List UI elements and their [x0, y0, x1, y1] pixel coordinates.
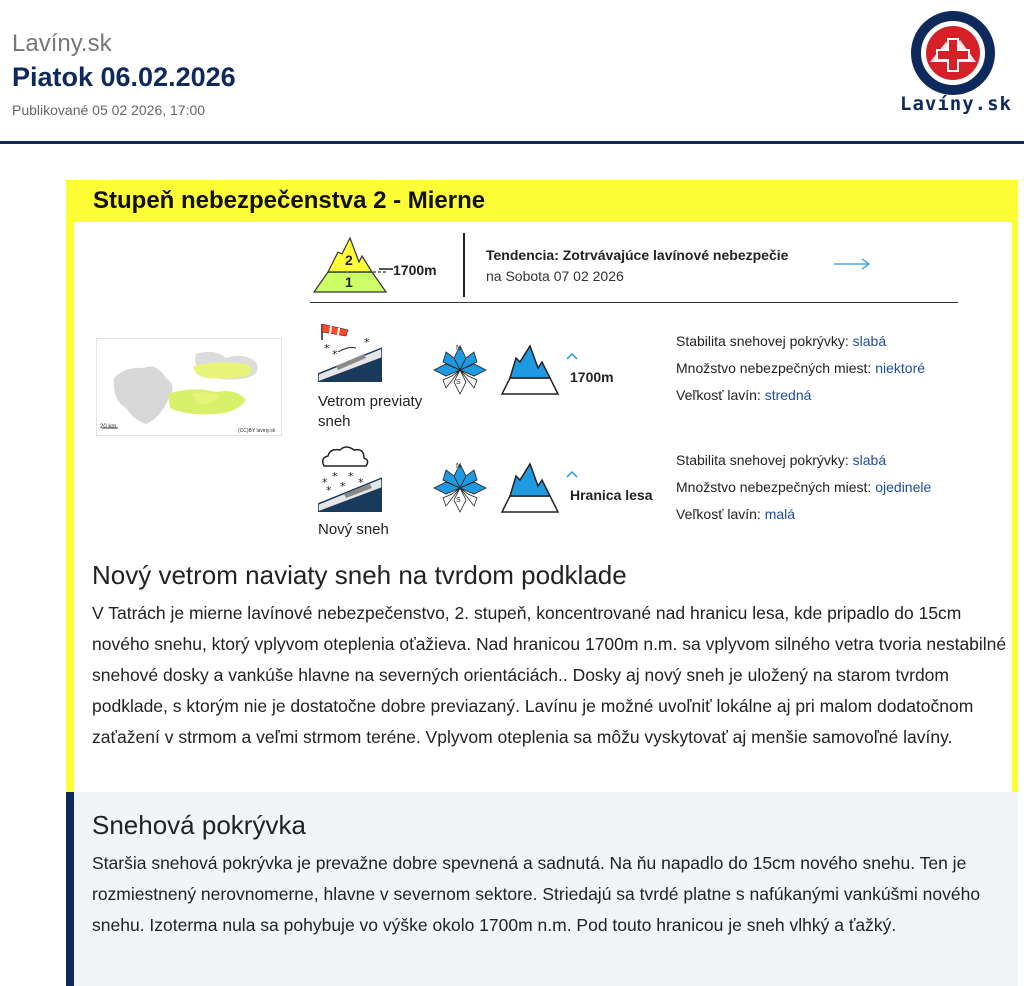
danger-right-bar [1012, 222, 1018, 792]
frequency-row [676, 479, 931, 495]
elevation-line-icon [379, 264, 393, 274]
svg-text:*: * [340, 480, 346, 493]
separator [310, 302, 958, 303]
snowpack-heading: Snehová pokrývka [92, 810, 306, 840]
svg-text:*: * [332, 348, 338, 361]
stability-value[interactable]: slabá [852, 333, 887, 349]
size-label: Veľkosť lavín: [676, 387, 761, 403]
size-value[interactable]: stredná [764, 387, 812, 403]
tendency-date: na Sobota 07 02 2026 [486, 268, 624, 284]
compass-south: S [456, 379, 461, 386]
problem-name: Nový sneh [318, 521, 389, 538]
size-label: Veľkosť lavín: [676, 506, 761, 522]
svg-text:*: * [364, 336, 370, 349]
stability-value[interactable]: slabá [852, 452, 887, 468]
frequency-value[interactable]: ojedinele [875, 479, 932, 495]
frequency-label: Množstvo nebezpečných miest: [676, 360, 872, 376]
problem-elevation: Hranica lesa [570, 487, 653, 503]
compass-north: N [456, 463, 462, 470]
danger-upper-level: 2 [345, 252, 353, 268]
danger-elevation: 1700m [393, 262, 437, 278]
logo-text: Lavíny.sk [900, 93, 1012, 115]
report-heading: Nový vetrom naviaty sneh na tvrdom podklade [92, 560, 627, 590]
published-timestamp: Publikované 05 02 2026, 17:00 [12, 102, 206, 118]
stability-row [676, 452, 886, 468]
stability-label: Stabilita snehovej pokrývky: [676, 333, 849, 349]
map-scale: 20 km [100, 424, 117, 430]
svg-text:*: * [332, 470, 338, 483]
chevron-up-icon [566, 352, 578, 360]
site-name[interactable]: Lavíny.sk [12, 30, 112, 57]
problem-name: Vetrom previaty sneh [318, 393, 423, 430]
size-row [676, 506, 795, 522]
page-header [0, 0, 1024, 144]
svg-text:*: * [358, 476, 364, 489]
elevation-mountain-icon [500, 460, 560, 514]
svg-text:*: * [326, 484, 332, 497]
problem-elevation: 1700m [570, 369, 614, 385]
svg-text:*: * [322, 476, 328, 489]
arrow-right-icon [832, 256, 872, 272]
danger-lower-level: 1 [345, 274, 353, 290]
frequency-label: Množstvo nebezpečných miest: [676, 479, 872, 495]
report-text: V Tatrách je mierne lavínové nebezpečenstvo, 2. stupeň, koncentrované nad hranicu lesa, kde pripadlo do 15cm nového snehu, ktorý vplyvom oteplenia oťažieva. Nad hranicou 1700m n.m. sa vplyvom silného vetra tvoria nestabilné snehové dosky a vankúše hlavne na severných orientáciách.. Dosky aj nový sneh je uložený na starom tvrdom podklade, s ktorým nie je dostatočne dobre previazaný. Lavínu je možné uvoľniť lokálne aj pri malom dodatočnom zaťažení v strmom a veľmi strmom teréne. Vplyvom oteplenia sa môžu vyskytovať aj menšie samovoľné lavíny. [92, 603, 1007, 747]
svg-text:*: * [348, 470, 354, 483]
new-snow-icon [318, 446, 382, 512]
compass-south: S [456, 497, 461, 504]
elevation-mountain-icon [500, 342, 560, 396]
snowpack-text: Staršia snehová pokrývka je prevažne dobre spevnená a sadnutá. Na ňu napadlo do 15cm nového snehu. Ten je rozmiestnený nerovnomerne, hlavne v severnom sektore. Striedajú sa tvrdé platne s nafúkanými vankúšmi nového snehu. Izoterma nula sa pohybuje vo výške okolo 1700m n.m. Pod touto hranicou je sneh vlhký a ťažký. [92, 853, 981, 935]
region-map[interactable] [96, 338, 282, 436]
danger-header-bar [74, 180, 1018, 222]
svg-text:*: * [324, 342, 330, 355]
wind-slab-icon [318, 320, 382, 382]
stability-label: Stabilita snehovej pokrývky: [676, 452, 849, 468]
chevron-up-icon [566, 470, 578, 478]
tendency-title: Tendencia: Zotrvávajúce lavínové nebezpečie [486, 247, 789, 263]
stability-row [676, 333, 886, 349]
size-row [676, 387, 811, 403]
compass-north: N [456, 345, 462, 352]
divider [463, 233, 465, 297]
frequency-row [676, 360, 925, 376]
danger-title: Stupeň nebezpečenstva 2 - Mierne [93, 187, 486, 214]
map-copyright: (CC)BY laviny.sk [238, 428, 276, 434]
frequency-value[interactable]: niektoré [875, 360, 926, 376]
size-value[interactable]: malá [764, 506, 796, 522]
page-title: Piatok 06.02.2026 [12, 62, 236, 92]
